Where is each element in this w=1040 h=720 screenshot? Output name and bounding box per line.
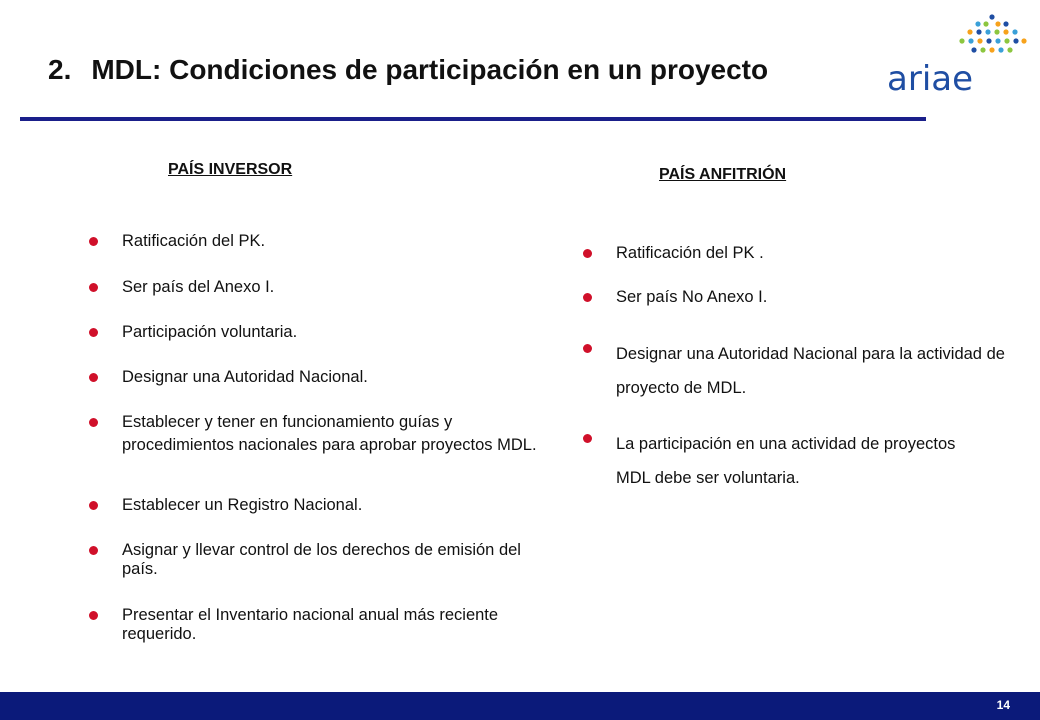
bullet-icon bbox=[89, 546, 98, 555]
bullet-icon bbox=[583, 344, 592, 353]
list-item: Ser país del Anexo I. bbox=[122, 276, 542, 299]
bullet-icon bbox=[583, 434, 592, 443]
list-item: La participación en una actividad de proyectos MDL debe ser voluntaria. bbox=[616, 427, 971, 495]
bullet-icon bbox=[89, 611, 98, 620]
bullet-icon bbox=[89, 328, 98, 337]
list-item: Ratificación del PK. bbox=[122, 230, 542, 253]
list-item: Designar una Autoridad Nacional. bbox=[122, 366, 542, 389]
bullet-icon bbox=[89, 283, 98, 292]
title-number: 2. bbox=[48, 54, 72, 85]
title-divider bbox=[20, 117, 926, 121]
footer-bar bbox=[0, 692, 1040, 720]
slide-title bbox=[48, 54, 768, 86]
bullet-icon bbox=[89, 418, 98, 427]
title-text: MDL: Condiciones de participación en un proyecto bbox=[91, 54, 769, 85]
logo-dots-icon bbox=[952, 14, 1030, 54]
ariae-logo bbox=[880, 14, 1030, 99]
list-item: Ser país No Anexo I. bbox=[616, 286, 1016, 309]
list-item: Participación voluntaria. bbox=[122, 321, 542, 344]
list-item: Establecer y tener en funcionamiento guías y procedimientos nacionales para aprobar proyectos MDL. bbox=[122, 411, 540, 457]
bullet-icon bbox=[583, 249, 592, 258]
logo-text: ariae bbox=[887, 59, 974, 99]
heading-pais-anfitrion: PAÍS ANFITRIÓN bbox=[659, 166, 787, 183]
list-item: Ratificación del PK . bbox=[616, 242, 1016, 265]
list-item: Asignar y llevar control de los derechos de emisión del país. bbox=[122, 541, 542, 579]
list-item: Presentar el Inventario nacional anual más reciente requerido. bbox=[122, 606, 542, 644]
list-item: Establecer un Registro Nacional. bbox=[122, 494, 542, 517]
heading-pais-inversor: PAÍS INVERSOR bbox=[168, 161, 293, 178]
bullet-icon bbox=[583, 293, 592, 302]
list-item: Designar una Autoridad Nacional para la actividad de proyecto de MDL. bbox=[616, 337, 1011, 405]
page-number: 14 bbox=[996, 698, 1010, 712]
bullet-icon bbox=[89, 237, 98, 246]
bullet-icon bbox=[89, 373, 98, 382]
bullet-icon bbox=[89, 501, 98, 510]
